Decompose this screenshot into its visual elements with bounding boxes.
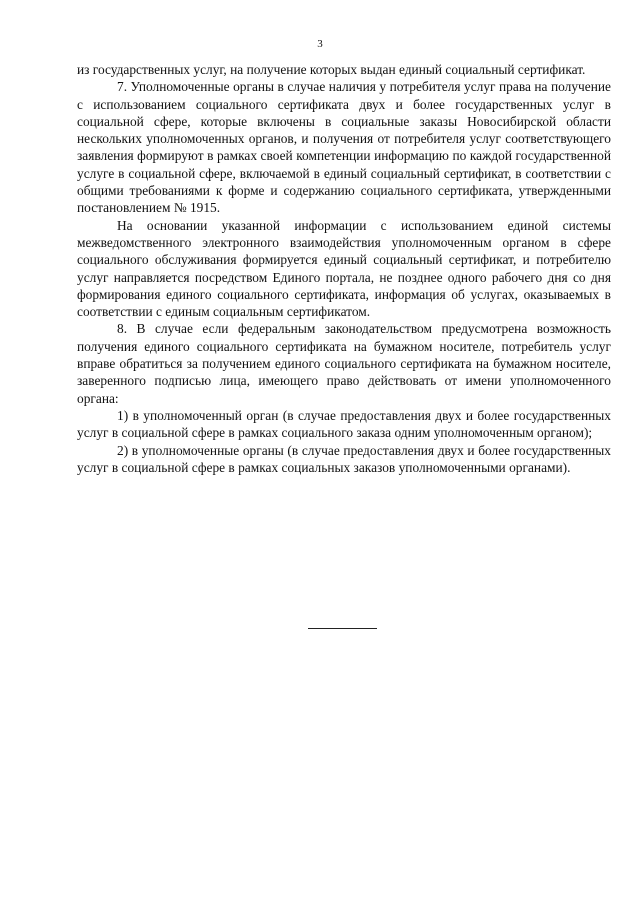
subitem-2: 2) в уполномоченные органы (в случае предоставления двух и более государственных услуг в социальной сфере в рамках социальных заказов уполномоченными органами).	[77, 442, 611, 475]
end-separator-line	[308, 628, 377, 629]
subitem-1: 1) в уполномоченный орган (в случае предоставления двух и более государственных услуг в социальной сфере в рамках социального заказа одним уполномоченным органом);	[77, 407, 611, 441]
paragraph-certificate-formation: На основании указанной информации с использованием единой системы межведомственного электронного взаимодействия уполномоченным органом в сфере социального обслуживания формируется единый социальный сертификат, и потребителю услуг направляется посредством Единого портала, не позднее одного рабочего дня со дня формирования единого социального сертификата, информация об услугах, оказываемых в соответствии с единым социальным сертификатом.	[77, 217, 611, 320]
document-body	[77, 61, 611, 476]
paragraph-item-7: 7. Уполномоченные органы в случае наличия у потребителя услуг права на получение с использованием социального сертификата двух и более государственных услуг в социальной сфере, которые включены в социальные заказы Новосибирской области нескольких уполномоченных органов, и получения от потребителя услуг соответствующего заявления формируют в рамках своей компетенции информацию по каждой государственной услуге в социальной сфере, включаемой в единый социальный сертификат, в соответствии с общими требованиями к форме и содержанию социального сертификата, утвержденными постановлением № 1915.	[77, 79, 611, 216]
paragraph-continuation: из государственных услуг, на получение которых выдан единый социальный сертификат.	[77, 62, 586, 77]
paragraph-item-8: 8. В случае если федеральным законодательством предусмотрена возможность получения единого социального сертификата на бумажном носителе, потребитель услуг вправе обратиться за получением единого социального сертификата на бумажном носителе, заверенного подписью лица, имеющего право действовать от имени уполномоченного органа:	[77, 321, 611, 406]
page-number: 3	[317, 38, 323, 50]
